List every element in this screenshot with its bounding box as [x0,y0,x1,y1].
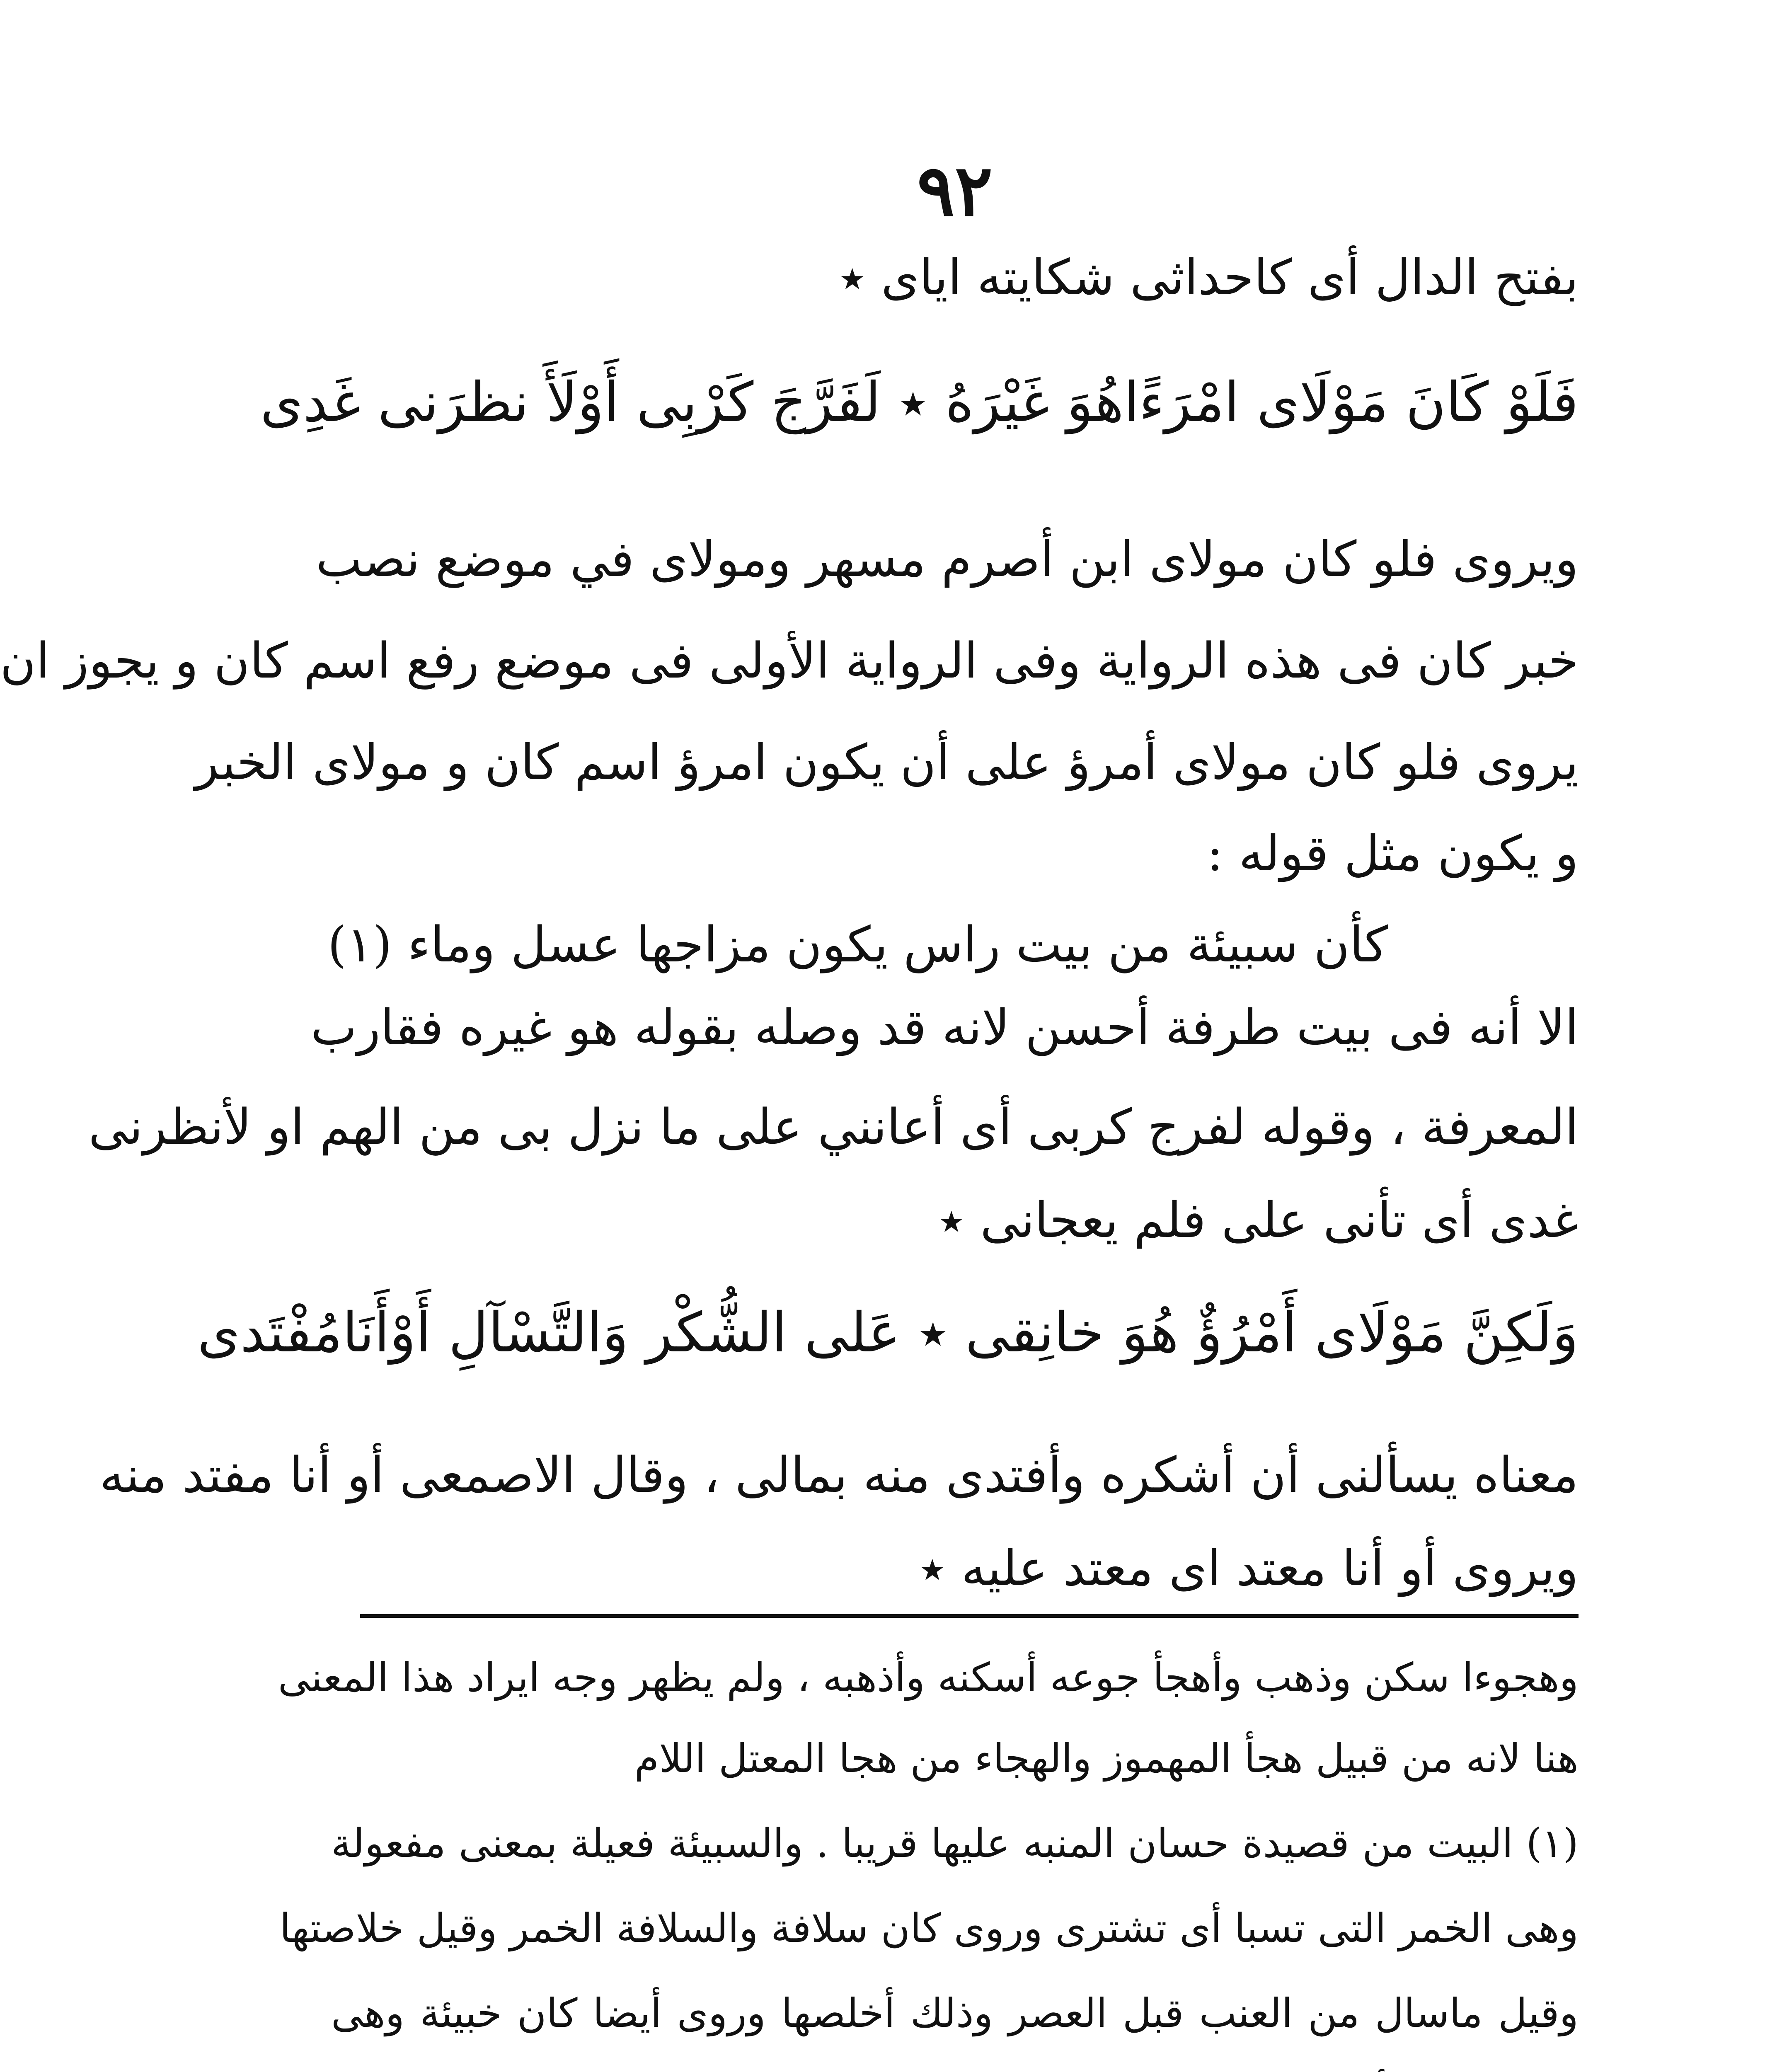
text-line: يروى فلو كان مولاى أمرؤ على أن يكون امرؤ اسم كان و مولاى الخبر [195,733,1579,791]
text-line: بفتح الدال أى كاحداثى شكايته اياى ٭ [839,249,1579,306]
verse-line: وَلَكِنَّ مَوْلَاى أَمْرُؤٌ هُوَ خانِقى ٭ عَلى الشُّكْر وَالتَّسْآلِ أَوْأَنَامُفْتَدى [197,1301,1579,1365]
footnote-divider [360,1614,1579,1618]
text-line: الا أنه فى بيت طرفة أحسن لانه قد وصله بقوله هو غيره فقارب [310,999,1579,1056]
verse-line: فَلَوْ كَانَ مَوْلَاى امْرَءًاهُوَ غَيْرَهُ ٭ لَفَرَّجَ كَرْبِى أَوْلَأَ نظرَنى غَدِى [260,370,1579,434]
footnote-line: هنا لانه من قبيل هجأ المهموز والهجاء من هجا المعتل اللام [634,1735,1579,1782]
footnote-line: (١) البيت من قصيدة حسان المنبه عليها قريبا . والسبيئة فعيلة بمعنى مفعولة [331,1820,1579,1866]
text-line: ويروى أو أنا معتد اى معتد عليه ٭ [919,1539,1579,1597]
text-line: و يكون مثل قوله : [1206,825,1579,882]
footnote-line: وهى الخمر التى تسبا أى تشترى وروى كان سلافة والسلافة الخمر وقيل خلاصتها [279,1905,1579,1951]
text-line: خبر كان فى هذه الرواية وفى الرواية الأولى فى موضع رفع اسم كان و يجوز ان [0,632,1579,689]
text-line: المعرفة ، وقوله لفرج كربى أى أعانني على ما نزل بى من الهم او لأنظرنى [88,1098,1579,1155]
text-line: معناه يسألنى أن أشكره وأفتدى منه بمالى ، وقال الاصمعى أو أنا مفتد منه [99,1446,1579,1503]
text-line: ويروى فلو كان مولاى ابن أصرم مسهر ومولاى في موضع نصب [316,530,1579,588]
page-number: ٩٢ [917,149,993,232]
text-line: غدى أى تأنى على فلم يعجانى ٭ [938,1191,1579,1249]
footnote-line: وهجوءا سكن وذهب وأهجأ جوعه أسكنه وأذهبه ، ولم يظهر وجه ايراد هذا المعنى [278,1654,1579,1701]
quoted-verse: كأن سبيئة من بيت راس يكون مزاجها عسل وماء (١) [327,916,1388,973]
footnote-line: وقيل ماسال من العنب قبل العصر وذلك أخلصها وروى أيضا كان خبيئة وهى [331,1990,1579,2036]
